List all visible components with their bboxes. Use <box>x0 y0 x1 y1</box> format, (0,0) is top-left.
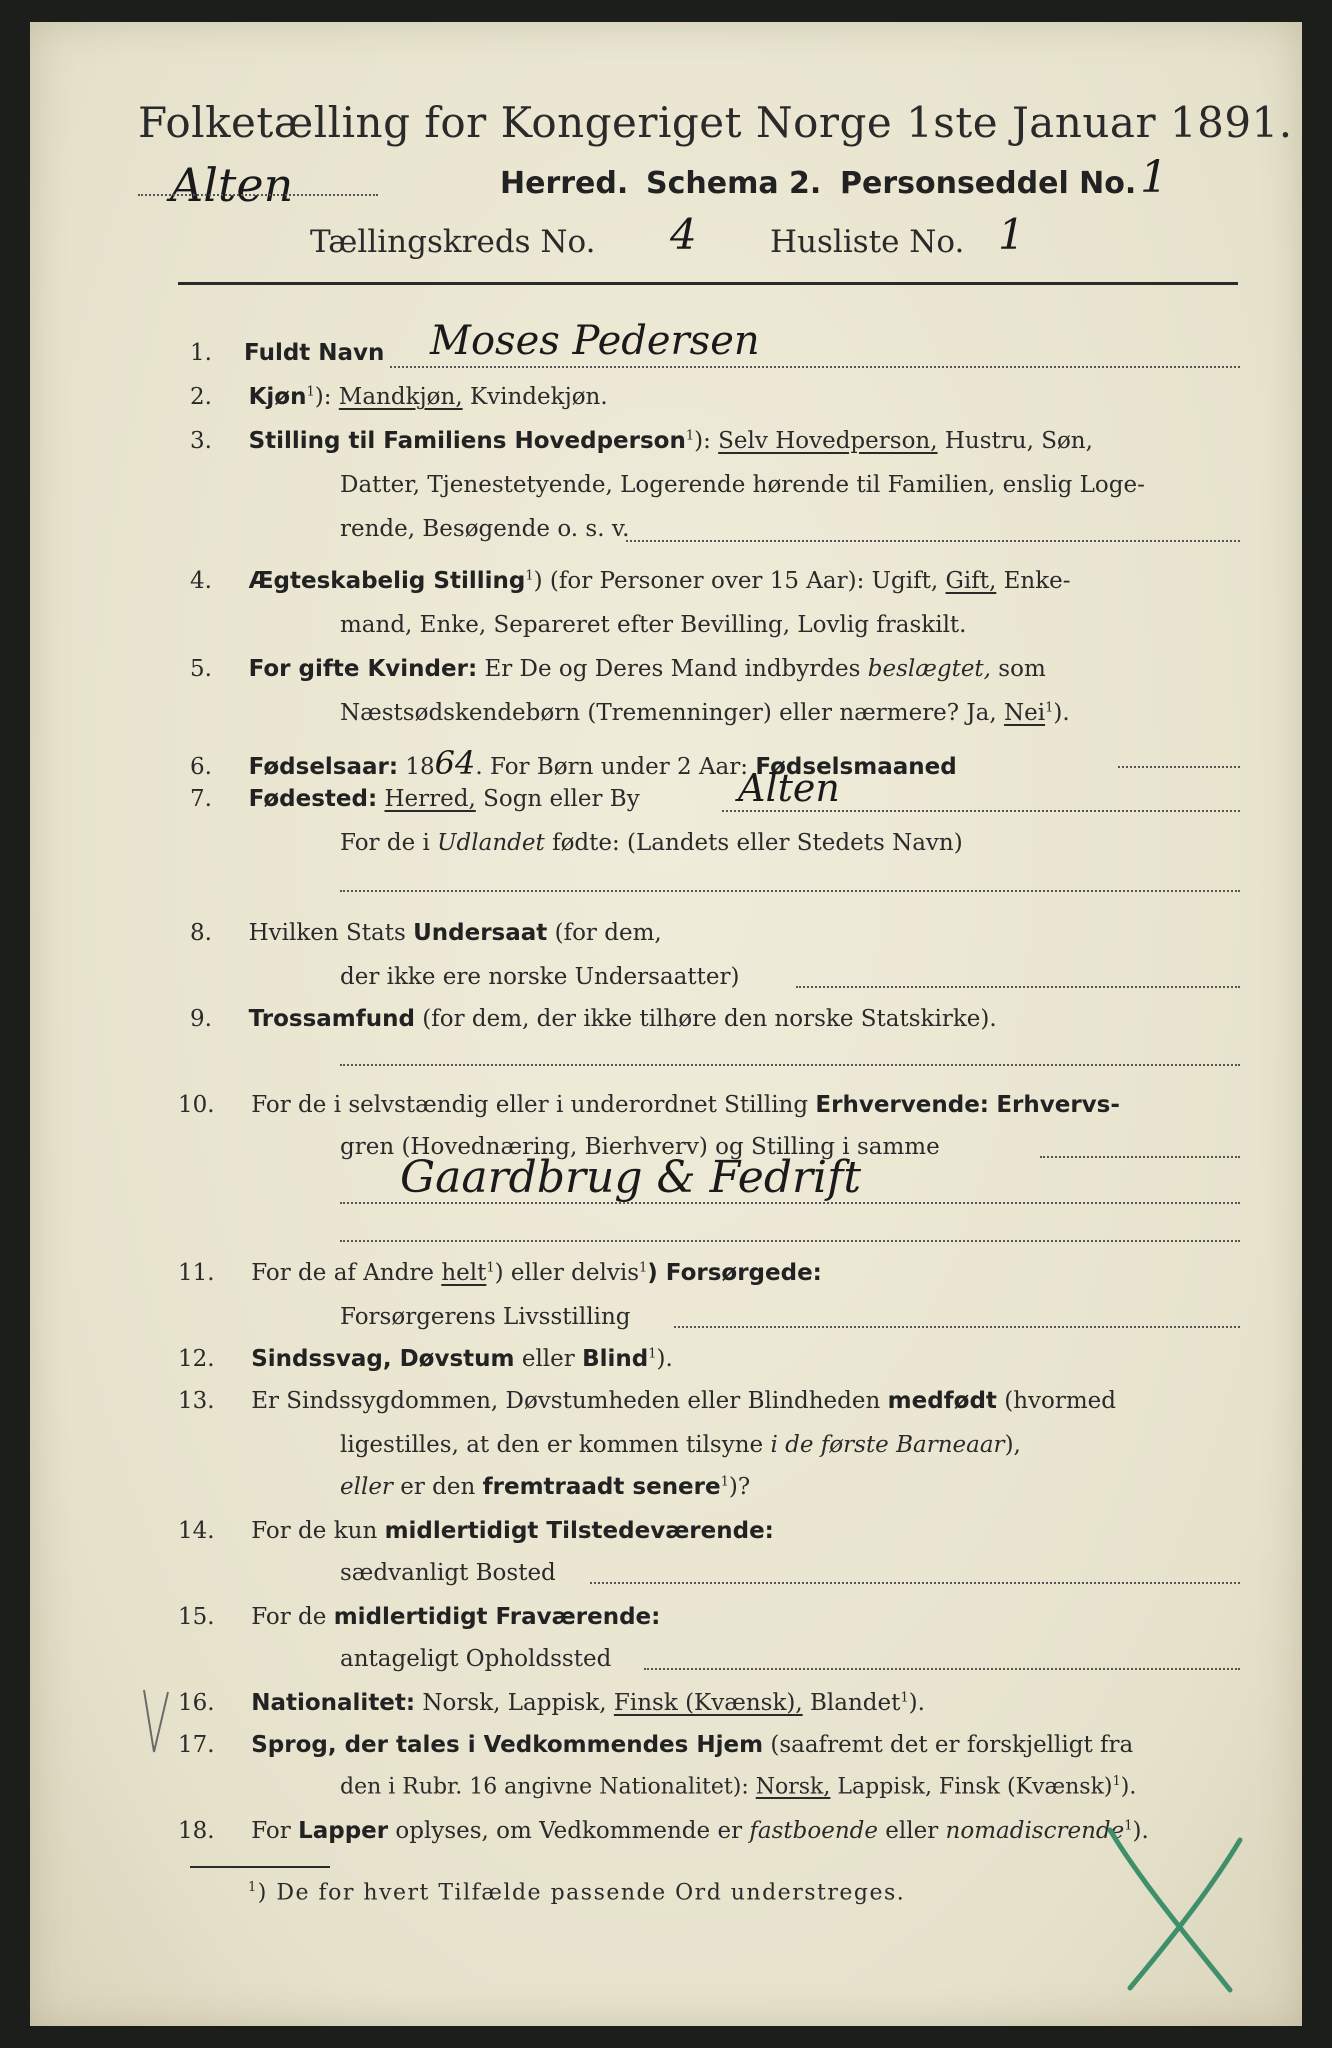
item-3-row: 3. Stilling til Familiens Hovedperson$^1$): Selv Hovedperson, Hustru, Søn, <box>190 428 1093 454</box>
item-4-line2: mand, Enke, Separeret efter Bevilling, Lovlig fraskilt. <box>340 612 967 638</box>
herred-value: Alten <box>170 158 294 212</box>
item-18-number: 18. <box>178 1818 215 1844</box>
item-10-dotted-line-3 <box>340 1240 1240 1242</box>
item-5-selected: Nei <box>1004 700 1046 726</box>
item-18-row: 18. For Lapper oplyses, om Vedkommende er fastboende eller nomadiscrende$^1$). <box>178 1818 1149 1844</box>
item-10-dotted-line-2 <box>340 1202 1240 1204</box>
item-16-label: Nationalitet: <box>251 1690 416 1716</box>
item-7-dotted-line-2 <box>340 890 1240 892</box>
item-11-number: 11. <box>178 1260 215 1286</box>
item-13-label: medfødt <box>887 1388 997 1414</box>
husliste-label: Husliste No. <box>770 224 965 260</box>
item-9-row: 9. Trossamfund (for dem, der ikke tilhøre den norske Statskirke). <box>190 1006 997 1032</box>
item-1-dotted-line <box>390 366 1240 368</box>
item-15-label: midlertidigt Fraværende: <box>333 1604 661 1630</box>
kreds-value: 4 <box>670 210 697 259</box>
item-15-dotted-line <box>644 1668 1240 1670</box>
item-16-selected: Finsk (Kvænsk), <box>613 1690 803 1716</box>
item-6-dotted-line <box>1118 766 1240 768</box>
footnote-rule <box>190 1866 330 1868</box>
item-12-number: 12. <box>178 1346 215 1372</box>
item-11-selected: helt <box>441 1260 487 1286</box>
item-6-label: Fødselsaar: <box>248 754 399 780</box>
item-13-line3: eller er den fremtraadt senere$^1$)? <box>340 1474 751 1500</box>
item-7-dotted-line <box>722 810 1240 812</box>
item-11-label: ) Forsørgede: <box>647 1260 822 1286</box>
item-1-value: Moses Pedersen <box>430 318 760 364</box>
item-17-row: 17. Sprog, der tales i Vedkommendes Hjem (saafremt det er forskjelligt fra <box>178 1732 1134 1758</box>
item-13-number: 13. <box>178 1388 215 1414</box>
item-17-number: 17. <box>178 1732 215 1758</box>
item-4-row: 4. Ægteskabelig Stilling$^1$) (for Personer over 15 Aar): Ugift, Gift, Enke- <box>190 568 1071 594</box>
item-4-selected: Gift, <box>945 568 997 594</box>
item-7-line2: For de i Udlandet fødte: (Landets eller Stedets Navn) <box>340 830 963 856</box>
item-5-number: 5. <box>190 656 212 682</box>
census-form-page <box>30 22 1302 2026</box>
item-12-label: Sindssvag, Døvstum <box>251 1346 515 1372</box>
item-7-label: Fødested: <box>248 786 378 812</box>
item-14-dotted-line <box>590 1582 1240 1584</box>
item-3-label: Stilling til Familiens Hovedperson <box>248 428 686 454</box>
item-3-selected: Selv Hovedperson, <box>718 428 938 454</box>
footnote: $^1$) De for hvert Tilfælde passende Ord understreges. <box>248 1880 906 1906</box>
item-10-value: Gaardbrug & Fedrift <box>400 1152 862 1203</box>
header-rule <box>178 282 1238 285</box>
item-8-label: Undersaat <box>413 920 548 946</box>
item-11-row: 11. For de af Andre helt$^1$) eller delvis$^1$) Forsørgede: <box>178 1260 822 1286</box>
item-2-label: Kjøn <box>248 384 307 410</box>
herred-label: Herred. <box>500 166 629 201</box>
item-2-number: 2. <box>190 384 212 410</box>
item-8-row: 8. Hvilken Stats Undersaat (for dem, <box>190 920 662 946</box>
item-13-line2: ligestilles, at den er kommen tilsyne i de første Barneaar), <box>340 1432 1021 1458</box>
item-8-line2: der ikke ere norske Undersaatter) <box>340 964 740 990</box>
item-12-row: 12. Sindssvag, Døvstum eller Blind$^1$). <box>178 1346 673 1372</box>
item-8-dotted-line <box>796 986 1240 988</box>
item-9-label: Trossamfund <box>248 1006 415 1032</box>
item-5-label: For gifte Kvinder: <box>248 656 478 682</box>
item-7-number: 7. <box>190 786 212 812</box>
schema-label: Schema 2. <box>646 166 822 201</box>
item-4-number: 4. <box>190 568 212 594</box>
item-10-label: Erhvervende: <box>815 1092 989 1118</box>
item-3-line3: rende, Besøgende o. s. v. <box>340 516 630 542</box>
item-16-row: 16. Nationalitet: Norsk, Lappisk, Finsk (Kvænsk), Blandet$^1$). <box>178 1690 925 1716</box>
item-1-number: 1. <box>190 340 212 366</box>
item-14-number: 14. <box>178 1518 215 1544</box>
item-17-line2: den i Rubr. 16 angivne Nationalitet): Norsk, Lappisk, Finsk (Kvænsk)$^1$). <box>340 1774 1137 1800</box>
item-10-row: 10. For de i selvstændig eller i underordnet Stilling Erhvervende: Erhvervs- <box>178 1092 1120 1118</box>
item-17-selected: Norsk, <box>755 1774 831 1800</box>
item-5-row: 5. For gifte Kvinder: Er De og Deres Mand indbyrdes beslægtet, som <box>190 656 1046 682</box>
item-8-number: 8. <box>190 920 212 946</box>
item-6-value: 64 <box>434 744 476 782</box>
item-7-row: 7. Fødested: Herred, Sogn eller By <box>190 786 640 812</box>
item-3-dotted-line <box>626 540 1240 542</box>
form-title: Folketælling for Kongeriget Norge 1ste Januar 1891. <box>138 98 1293 147</box>
item-2-selected: Mandkjøn, <box>338 384 463 410</box>
item-18-label: Lapper <box>298 1818 389 1844</box>
item-11-line2: Forsørgerens Livsstilling <box>340 1304 631 1330</box>
item-17-label: Sprog, der tales i Vedkommendes Hjem <box>251 1732 764 1758</box>
item-15-number: 15. <box>178 1604 215 1630</box>
item-15-row: 15. For de midlertidigt Fraværende: <box>178 1604 661 1630</box>
item-3-line2: Datter, Tjenestetyende, Logerende hørende til Familien, enslig Loge- <box>340 472 1145 498</box>
item-2-row: 2. Kjøn$^1$): Mandkjøn, Kvindekjøn. <box>190 384 608 410</box>
personseddel-value: 1 <box>1140 152 1168 203</box>
item-6-row: 6. Fødselsaar: 1864. For Børn under 2 Aar: Fødselsmaaned <box>190 744 957 782</box>
item-14-line2: sædvanligt Bosted <box>340 1560 556 1586</box>
personseddel-label: Personseddel No. <box>840 166 1137 201</box>
green-x-mark <box>1080 1820 1260 2000</box>
item-13-row: 13. Er Sindssygdommen, Døvstumheden eller Blindheden medfødt (hvormed <box>178 1388 1116 1414</box>
margin-check-mark <box>138 1682 178 1762</box>
item-11-dotted-line <box>674 1326 1240 1328</box>
item-4-label: Ægteskabelig Stilling <box>248 568 526 594</box>
item-14-label: midlertidigt Tilstedeværende: <box>384 1518 774 1544</box>
husliste-value: 1 <box>998 210 1025 259</box>
item-5-line2: Næstsødskendebørn (Tremenninger) eller nærmere? Ja, Nei$^1$). <box>340 700 1070 726</box>
item-16-number: 16. <box>178 1690 215 1716</box>
item-7-value: Alten <box>738 766 840 810</box>
item-7-selected: Herred, <box>384 786 476 812</box>
item-1-label: Fuldt Navn <box>244 340 385 366</box>
item-15-line2: antageligt Opholdssted <box>340 1646 612 1672</box>
item-14-row: 14. For de kun midlertidigt Tilstedeværende: <box>178 1518 774 1544</box>
item-10-number: 10. <box>178 1092 215 1118</box>
item-9-dotted-line <box>340 1064 1240 1066</box>
kreds-label: Tællingskreds No. <box>310 224 596 260</box>
item-9-number: 9. <box>190 1006 212 1032</box>
item-10-line2: gren (Hovednæring, Bierhverv) og Stilling i samme <box>340 1134 940 1160</box>
item-3-number: 3. <box>190 428 212 454</box>
item-10-dotted-line <box>1040 1156 1240 1158</box>
herred-dotted-line <box>138 194 378 196</box>
item-6-number: 6. <box>190 754 212 780</box>
